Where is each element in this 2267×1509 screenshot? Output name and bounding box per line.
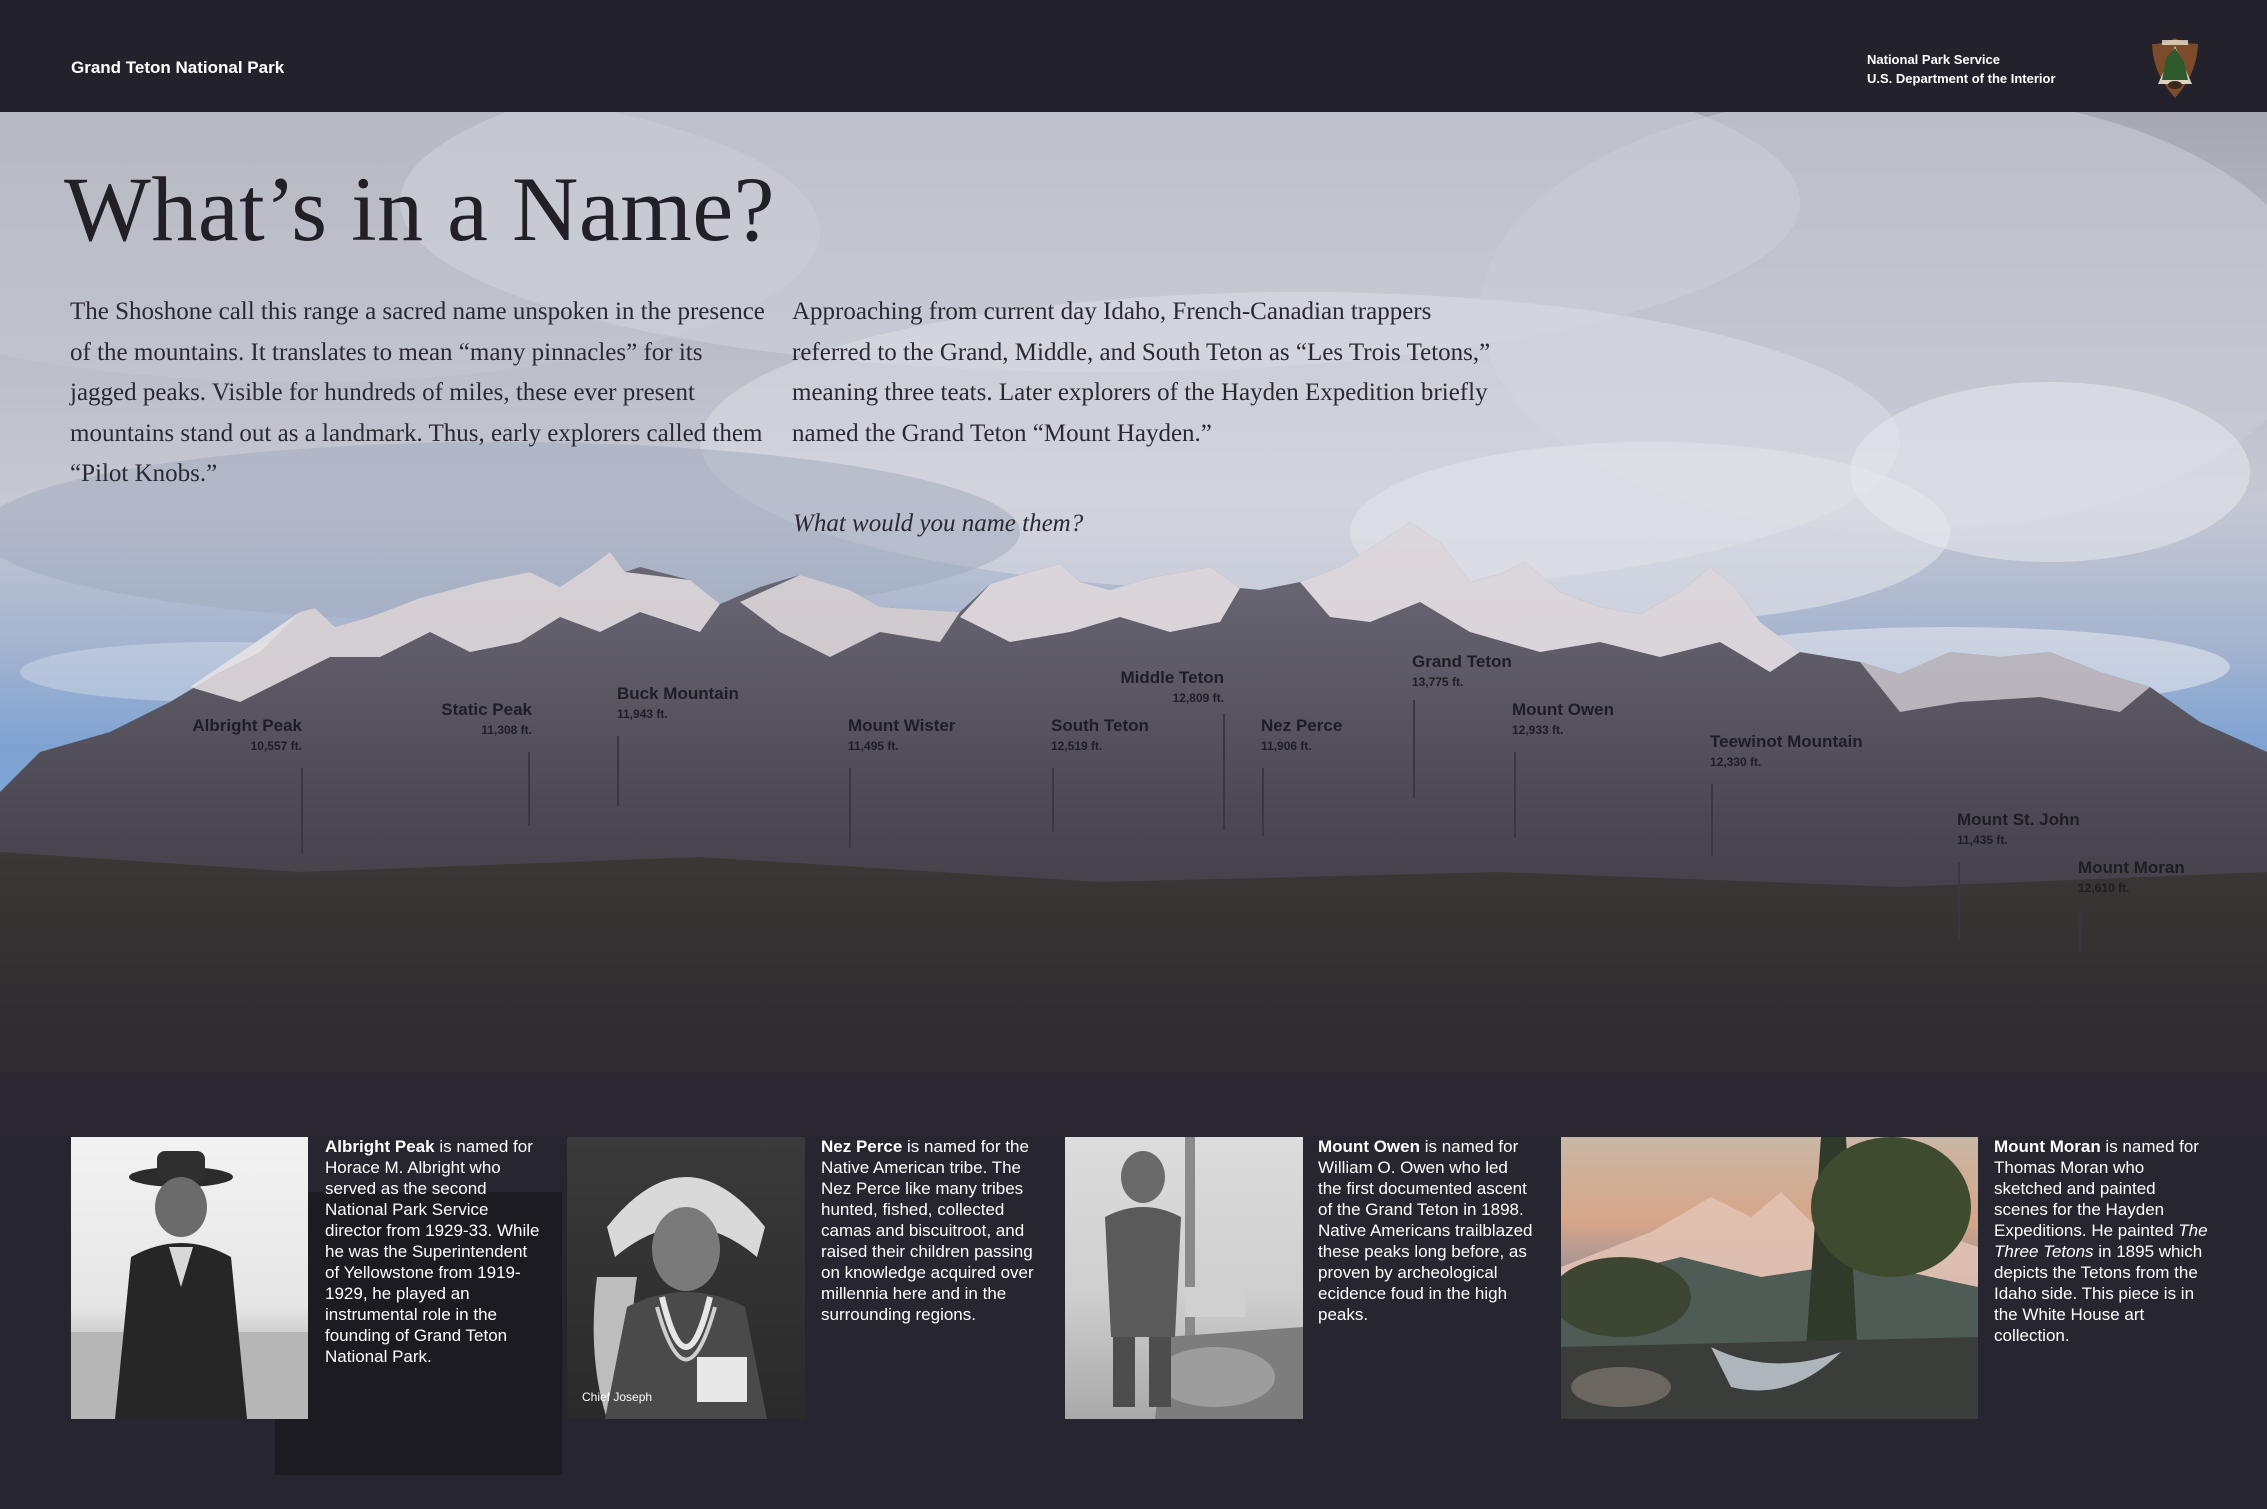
peak-leader-line — [2079, 910, 2081, 950]
peak-elevation: 11,308 ft. — [481, 723, 532, 737]
peak-label-buck — [617, 684, 739, 721]
intro-paragraph-left: The Shoshone call this range a sacred name unspoken in the presence of the mountains. It translates to mean “many pinnacles” for its jagged peaks. Visible for hundreds of miles, these ever present mountains stand out as a landmark. Thus, early explorers called them “Pilot Knobs.” — [70, 298, 765, 487]
peak-elevation: 11,435 ft. — [1957, 833, 2008, 847]
caption-text-after: in 1895 which depicts the Tetons from the Idaho side. This piece is in the White House art collection. — [1994, 1242, 2203, 1345]
peak-label-mount-st-john — [1957, 810, 2080, 847]
caption-mount-owen — [1318, 1136, 1533, 1325]
photo-caption-chief-joseph: Chief Joseph — [582, 1390, 653, 1404]
peak-label-wister — [848, 716, 956, 753]
peak-label-south-teton — [1051, 716, 1149, 753]
caption-text-before: is named for Thomas Moran who sketched and painted scenes for the Hayden Expeditions. He painted — [1994, 1137, 2199, 1240]
park-name: Grand Teton National Park — [71, 58, 285, 77]
intro-question: What would you name them? — [793, 510, 1084, 537]
peak-leader-line — [1223, 714, 1225, 830]
peak-name: Albright Peak — [192, 716, 302, 735]
peak-elevation: 12,610 ft. — [2078, 881, 2130, 895]
peak-leader-line — [1514, 752, 1516, 838]
owen-summit-photo — [1065, 1137, 1303, 1419]
peak-elevation: 11,495 ft. — [848, 739, 899, 753]
peak-elevation: 13,775 ft. — [1412, 675, 1464, 689]
peak-elevation: 10,557 ft. — [250, 739, 302, 753]
header-bar — [0, 0, 2267, 112]
peak-label-teewinot — [1710, 732, 1863, 769]
peak-label-nez-perce — [1261, 716, 1342, 753]
peak-label-static — [440, 700, 532, 737]
peak-name: Grand Teton — [1412, 652, 1512, 671]
albright-portrait-photo — [71, 1137, 308, 1419]
caption-text: is named for Horace M. Albright who served as the second National Park Service director from 1929-33. While he was the Superintendent of Yellowstone from 1919-1929, he played an instrumental role in the founding of Grand Teton National Park. — [325, 1137, 540, 1366]
peak-name: Mount St. John — [1957, 810, 2080, 829]
peak-elevation: 11,943 ft. — [617, 707, 668, 721]
climber-figure-icon — [1065, 1137, 1303, 1419]
caption-title: Albright Peak — [325, 1137, 435, 1156]
peak-label-mount-owen — [1512, 700, 1614, 737]
peak-name: Nez Perce — [1261, 716, 1343, 735]
nps-arrowhead-icon — [2148, 36, 2202, 100]
teton-range-silhouette — [0, 112, 2267, 1135]
mountain-panorama — [0, 112, 2267, 1135]
peak-leader-line — [1958, 862, 1960, 940]
caption-nez-perce — [821, 1136, 1036, 1325]
peak-name: Buck Mountain — [617, 684, 739, 703]
page-title: What’s in a Name? — [64, 158, 775, 260]
headdress-figure-icon — [567, 1137, 805, 1419]
peak-leader-line — [1711, 784, 1713, 856]
caption-title: Nez Perce — [821, 1137, 903, 1156]
intro-paragraph-right: Approaching from current day Idaho, French-Canadian trappers referred to the Grand, Middle, and South Teton as “Les Trois Tetons,” meaning three teats. Later explorers of the Hayden Expedition briefly named the Grand Teton “Mount Hayden.” — [792, 298, 1491, 447]
peak-leader-line — [1052, 768, 1054, 832]
caption-albright-peak — [325, 1136, 540, 1367]
peak-label-middle-teton — [1110, 668, 1224, 705]
caption-text: is named for William O. Owen who led the first documented ascent of the Grand Teton in 1898. Native Americans trailblazed these peaks long before, as proven by archeological ecidence foud in the high peaks. — [1318, 1137, 1533, 1324]
peak-name: Teewinot Mountain — [1710, 732, 1863, 751]
three-tetons-painting — [1561, 1137, 1978, 1419]
chief-joseph-portrait-photo — [567, 1137, 805, 1419]
peak-label-grand-teton — [1412, 652, 1512, 689]
caption-mount-moran — [1994, 1136, 2209, 1346]
caption-title: Mount Owen — [1318, 1137, 1420, 1156]
peak-name: Middle Teton — [1120, 668, 1224, 687]
peak-elevation: 12,933 ft. — [1512, 723, 1564, 737]
agency-line-2: U.S. Department of the Interior — [1867, 71, 2056, 86]
agency-line-1: National Park Service — [1867, 52, 2000, 67]
agency-name — [1867, 50, 2056, 88]
peak-leader-line — [1262, 768, 1264, 836]
peak-name: Mount Owen — [1512, 700, 1614, 719]
peak-leader-line — [617, 736, 619, 806]
peak-name: Mount Moran — [2078, 858, 2185, 877]
painting-title: The Three Tetons — [1994, 1221, 2208, 1261]
peak-name: Mount Wister — [848, 716, 956, 735]
peak-elevation: 11,906 ft. — [1261, 739, 1312, 753]
peak-name: Static Peak — [441, 700, 532, 719]
ranger-figure-icon — [71, 1137, 308, 1419]
peak-elevation: 12,809 ft. — [1172, 691, 1224, 705]
peak-leader-line — [528, 752, 530, 826]
peak-leader-line — [849, 768, 851, 848]
peak-elevation: 12,519 ft. — [1051, 739, 1103, 753]
peak-leader-line — [301, 768, 303, 854]
peak-leader-line — [1413, 700, 1415, 798]
peak-label-mount-moran — [2078, 858, 2185, 895]
peak-elevation: 12,330 ft. — [1710, 755, 1762, 769]
landscape-painting-icon — [1561, 1137, 1978, 1419]
caption-title: Mount Moran — [1994, 1137, 2101, 1156]
caption-text: is named for the Native American tribe. The Nez Perce like many tribes hunted, fished, collected camas and biscuitroot, and raised their children passing on knowledge acquired over millennia here and in the surrounding regions. — [821, 1137, 1034, 1324]
peak-name: South Teton — [1051, 716, 1149, 735]
peak-label-albright — [190, 716, 302, 753]
